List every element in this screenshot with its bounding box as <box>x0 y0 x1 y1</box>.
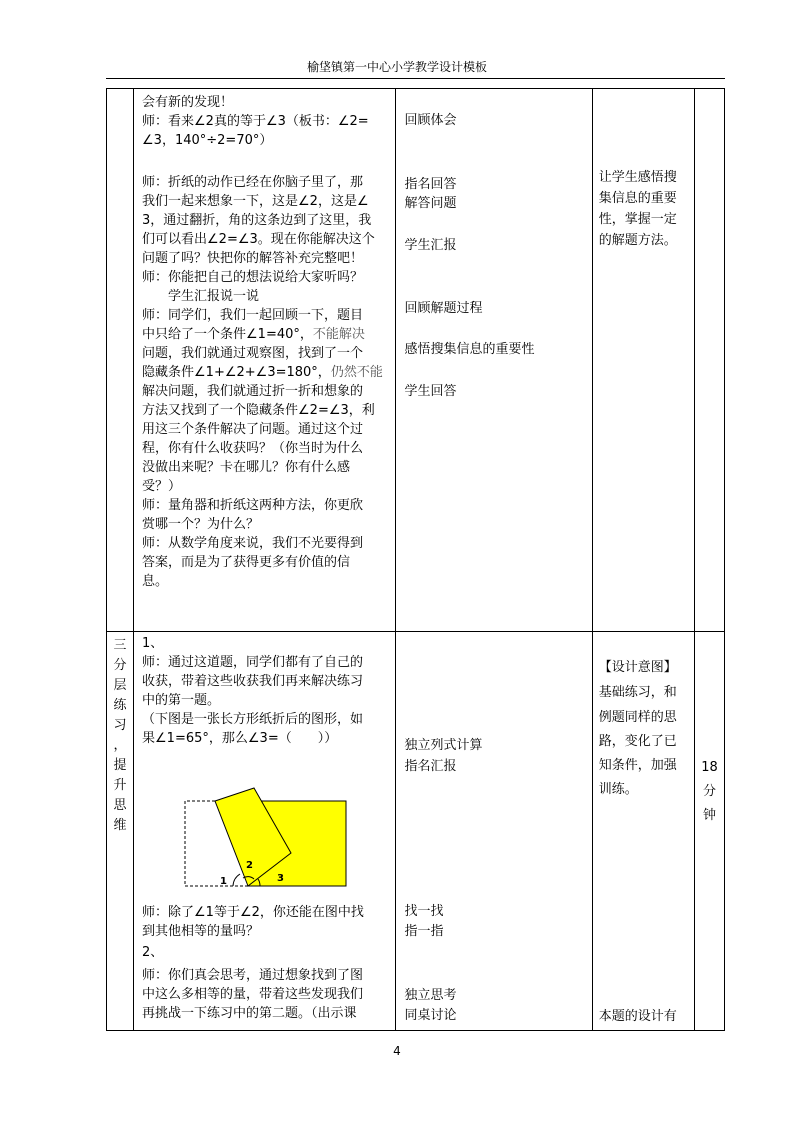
teacher-line: 到其他相等的量吗？ <box>142 924 260 939</box>
teacher-line: 我们一起来想象一下，这是∠2，这是∠ <box>142 194 369 209</box>
teacher-activity-cell <box>134 632 396 1031</box>
student-line: 指名回答 <box>404 177 457 192</box>
teacher-line: 师：看来∠2真的等于∠3（板书：∠2= <box>142 114 369 129</box>
student-activity-cell <box>396 89 592 632</box>
student-line: 解答问题 <box>404 196 457 211</box>
student-line: 学生汇报 <box>404 238 457 253</box>
teacher-line: 息。 <box>142 574 169 589</box>
teacher-line: 中的第一题。 <box>142 693 221 708</box>
teacher-line: 赏哪一个？为什么？ <box>142 517 260 532</box>
muted-phrase: 仍然不能 <box>330 365 383 380</box>
header-rule <box>106 78 725 79</box>
teacher-line: 答案，而是为了获得更多有价值的信 <box>142 555 351 570</box>
teacher-line: 1、 <box>142 636 164 651</box>
angle-2-label: 2 <box>246 860 253 871</box>
student-line: 找一找 <box>404 904 444 919</box>
teacher-line: 受？） <box>142 479 182 494</box>
teacher-line: 问题了吗？快把你的解答补充完整吧！ <box>142 251 364 266</box>
folded-rectangle-figure <box>182 787 348 891</box>
teacher-line: 师：你能把自己的想法说给大家听吗？ <box>142 270 364 285</box>
intent-line: 例题同样的思 <box>598 710 677 725</box>
student-line: 回顾解题过程 <box>404 301 483 316</box>
student-line: 独立列式计算 <box>404 738 483 753</box>
intent-title: 【设计意图】 <box>598 660 677 675</box>
table-row <box>107 632 725 1031</box>
teacher-line: 师：通过这道题，同学们都有了自己的 <box>142 655 364 670</box>
student-line: 回顾体会 <box>404 113 457 128</box>
student-line: 学生回答 <box>404 384 457 399</box>
intent-line: 的解题方法。 <box>598 233 677 248</box>
teacher-line: 再挑战一下练习中的第二题。（出示课 <box>142 1006 357 1021</box>
teacher-line: 中这么多相等的量，带着这些发现我们 <box>142 987 364 1002</box>
teacher-line: 师：除了∠1等于∠2，你还能在图中找 <box>142 905 364 920</box>
intent-line: 本题的设计有 <box>598 1009 677 1024</box>
student-line: 指一指 <box>404 924 444 939</box>
teacher-line: ∠3，140°÷2=70°） <box>142 133 273 148</box>
stage-title: 三 分 层 练 习 ， 提 升 思 维 <box>113 638 127 833</box>
teacher-line: 师：同学们，我们一起回顾一下，题目 <box>142 308 364 323</box>
teacher-line: 会有新的发现！ <box>142 95 234 110</box>
time-cell <box>694 632 724 1031</box>
teacher-line: 师：量角器和折纸这两种方法，你更欣 <box>142 498 364 513</box>
table-row <box>107 89 725 632</box>
lesson-table <box>106 88 725 1031</box>
intent-line: 知条件，加强 <box>598 758 677 773</box>
teacher-line: 3，通过翻折，角的这条边到了这里，我 <box>142 213 372 228</box>
intent-line: 路，变化了已 <box>598 734 677 749</box>
angle-1-label: 1 <box>220 876 227 887</box>
intent-line: 集信息的重要 <box>598 191 677 206</box>
angle-3-label: 3 <box>277 873 284 884</box>
teacher-line: 学生汇报说一说 <box>142 289 260 304</box>
intent-line: 训练。 <box>598 782 638 797</box>
teacher-line: 隐藏条件∠1+∠2+∠3=180°，仍然不能 <box>142 365 383 380</box>
teacher-line: 师：从数学角度来说，我们不光要得到 <box>142 536 364 551</box>
teacher-line: 收获，带着这些收获我们再来解决练习 <box>142 674 364 689</box>
teacher-line: （下图是一张长方形纸折后的图形，如 <box>142 712 364 727</box>
student-line: 指名汇报 <box>404 759 457 774</box>
angle-1-arc <box>233 874 240 886</box>
page-number: 4 <box>393 1044 401 1058</box>
intent-line: 基础练习，和 <box>598 685 677 700</box>
teacher-line: 师：你们真会思考，通过想象找到了图 <box>142 968 364 983</box>
teacher-line: 方法又找到了一个隐藏条件∠2=∠3，利 <box>142 403 375 418</box>
stage-cell <box>107 632 134 1031</box>
muted-phrase: 不能解决 <box>312 327 365 342</box>
student-line: 同桌讨论 <box>404 1008 457 1023</box>
teacher-line: 们可以看出∠2=∠3。现在你能解决这个 <box>142 232 375 247</box>
stage-cell <box>107 89 134 632</box>
time-cell <box>694 89 724 632</box>
time-allotment: 18 分 钟 <box>701 760 718 823</box>
teacher-line: 中只给了一个条件∠1=40°，不能解决 <box>142 327 365 342</box>
teacher-line: 问题，我们就通过观察图，找到了一个 <box>142 346 364 361</box>
intent-line: 让学生感悟搜 <box>598 170 677 185</box>
design-intent-cell <box>592 89 694 632</box>
student-activity-cell <box>396 632 592 1031</box>
student-line: 独立思考 <box>404 988 457 1003</box>
teacher-line: 2、 <box>142 945 164 960</box>
intent-line: 性，掌握一定 <box>598 212 677 227</box>
teacher-line: 师：折纸的动作已经在你脑子里了，那 <box>142 175 364 190</box>
teacher-line: 没做出来呢？卡在哪儿？你有什么感 <box>142 460 351 475</box>
teacher-line: 果∠1=65°，那么∠3=（ ）） <box>142 731 338 746</box>
student-line: 感悟搜集信息的重要性 <box>404 342 535 357</box>
page-header: 榆垡镇第一中心小学教学设计模板 <box>306 60 487 74</box>
teacher-activity-cell <box>134 89 396 632</box>
teacher-line: 用这三个条件解决了问题。通过这个过 <box>142 422 364 437</box>
design-intent-cell <box>592 632 694 1031</box>
teacher-line: 解决问题，我们就通过折一折和想象的 <box>142 384 364 399</box>
teacher-line: 程，你有什么收获吗？（你当时为什么 <box>142 441 364 456</box>
